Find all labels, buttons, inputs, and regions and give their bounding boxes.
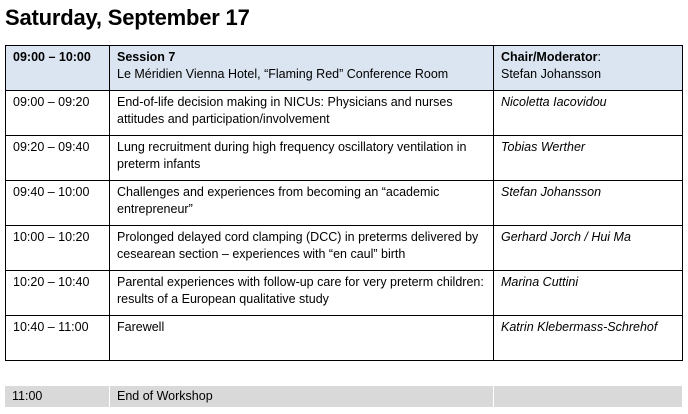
- session-info: [110, 46, 494, 91]
- item-topic: End-of-life decision making in NICUs: Physicians and nurses attitudes and participation/involvement: [110, 91, 494, 136]
- day-title: Saturday, September 17: [5, 5, 250, 30]
- item-time: 09:40 – 10:00: [6, 181, 110, 226]
- item-time: 10:00 – 10:20: [6, 226, 110, 271]
- item-speaker: Nicoletta Iacovidou: [494, 91, 683, 136]
- item-speaker: Tobias Werther: [494, 136, 683, 181]
- session-venue: Le Méridien Vienna Hotel, “Flaming Red” Conference Room: [117, 67, 449, 81]
- end-time: 11:00: [12, 389, 43, 403]
- table-row: [6, 271, 683, 316]
- item-time: 10:40 – 11:00: [6, 316, 110, 361]
- session-time: 09:00 – 10:00: [6, 46, 110, 91]
- end-bar-divider: [109, 386, 110, 407]
- item-speaker: Gerhard Jorch / Hui Ma: [494, 226, 683, 271]
- item-time: 09:20 – 09:40: [6, 136, 110, 181]
- item-speaker: Stefan Johansson: [494, 181, 683, 226]
- end-label: End of Workshop: [117, 389, 213, 403]
- table-row: [6, 226, 683, 271]
- session-header-row: [6, 46, 683, 91]
- item-speaker: Marina Cuttini: [494, 271, 683, 316]
- table-row: [6, 181, 683, 226]
- chair-label: Chair/Moderator: [501, 50, 598, 64]
- item-time: 09:00 – 09:20: [6, 91, 110, 136]
- end-bar-divider: [493, 386, 494, 407]
- table-row: [6, 136, 683, 181]
- item-topic: Challenges and experiences from becoming an “academic entrepreneur”: [110, 181, 494, 226]
- table-row: [6, 91, 683, 136]
- item-topic: Parental experiences with follow-up care for very preterm children: results of a European qualitative study: [110, 271, 494, 316]
- item-time: 10:20 – 10:40: [6, 271, 110, 316]
- item-topic: Prolonged delayed cord clamping (DCC) in preterms delivered by cesearean section – experiences with “en caul” birth: [110, 226, 494, 271]
- item-speaker: Katrin Klebermass-Schrehof: [494, 316, 683, 361]
- item-topic: Lung recruitment during high frequency oscillatory ventilation in preterm infants: [110, 136, 494, 181]
- item-topic: Farewell: [110, 316, 494, 361]
- session-name: Session 7: [117, 50, 176, 64]
- session-chair: Chair/Moderator: Stefan Johansson: [494, 46, 683, 91]
- end-of-workshop-bar: [5, 386, 682, 407]
- session-table: [5, 45, 683, 361]
- table-row: [6, 316, 683, 361]
- chair-name: Stefan Johansson: [501, 67, 602, 81]
